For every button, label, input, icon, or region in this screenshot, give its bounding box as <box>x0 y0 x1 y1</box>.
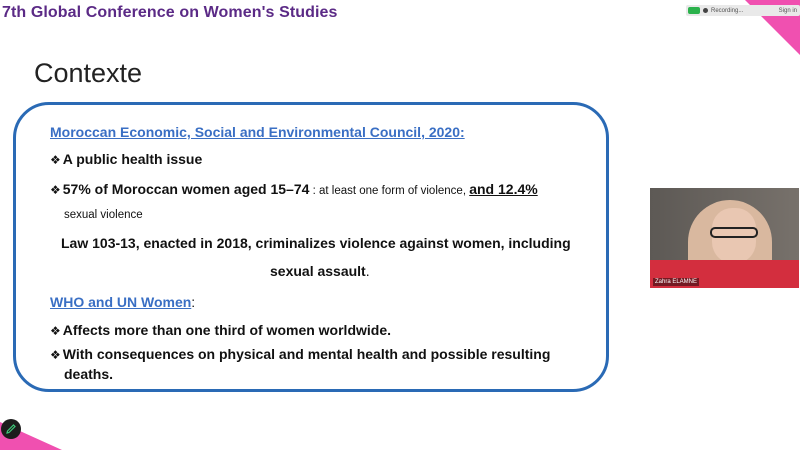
sign-in-link[interactable]: Sign in <box>778 7 797 14</box>
participant-video[interactable] <box>650 188 799 288</box>
bullet-statistics-continued: sexual violence <box>64 209 143 221</box>
law-line-1: Law 103-13, enacted in 2018, criminalizes violence against women, including <box>61 235 571 251</box>
bullet-consequences: ❖ With consequences on physical and mental health and possible resulting <box>50 346 551 362</box>
participant-glasses <box>710 227 758 238</box>
edit-button[interactable] <box>1 419 21 439</box>
recording-label: Recording... <box>711 7 744 14</box>
bullet-consequences-continued: deaths. <box>64 366 114 382</box>
bullet-public-health: ❖ A public health issue <box>50 151 203 167</box>
participant-name: Zahra ELAMNE <box>655 279 698 285</box>
diamond-bullet-icon: ❖ <box>50 324 61 338</box>
slide-title: Contexte <box>34 58 143 88</box>
recording-bar[interactable] <box>686 5 800 16</box>
diamond-bullet-icon: ❖ <box>50 183 61 197</box>
section-title-who: WHO and UN Women: <box>50 294 196 310</box>
law-line-2: sexual assault. <box>270 263 370 279</box>
recording-green-icon <box>688 7 700 14</box>
section-title-ministry: Moroccan Economic, Social and Environmental Council, 2020: <box>50 124 465 140</box>
conference-title: 7th Global Conference on Women's Studies <box>2 4 338 21</box>
diamond-bullet-icon: ❖ <box>50 153 61 167</box>
recording-dot-icon <box>703 8 708 13</box>
bullet-statistics: ❖ 57% of Moroccan women aged 15–74 : at least one form of violence, and 12.4% <box>50 181 538 197</box>
bullet-one-third: ❖ Affects more than one third of women worldwide. <box>50 322 392 338</box>
pencil-icon <box>5 423 17 435</box>
diamond-bullet-icon: ❖ <box>50 348 61 362</box>
